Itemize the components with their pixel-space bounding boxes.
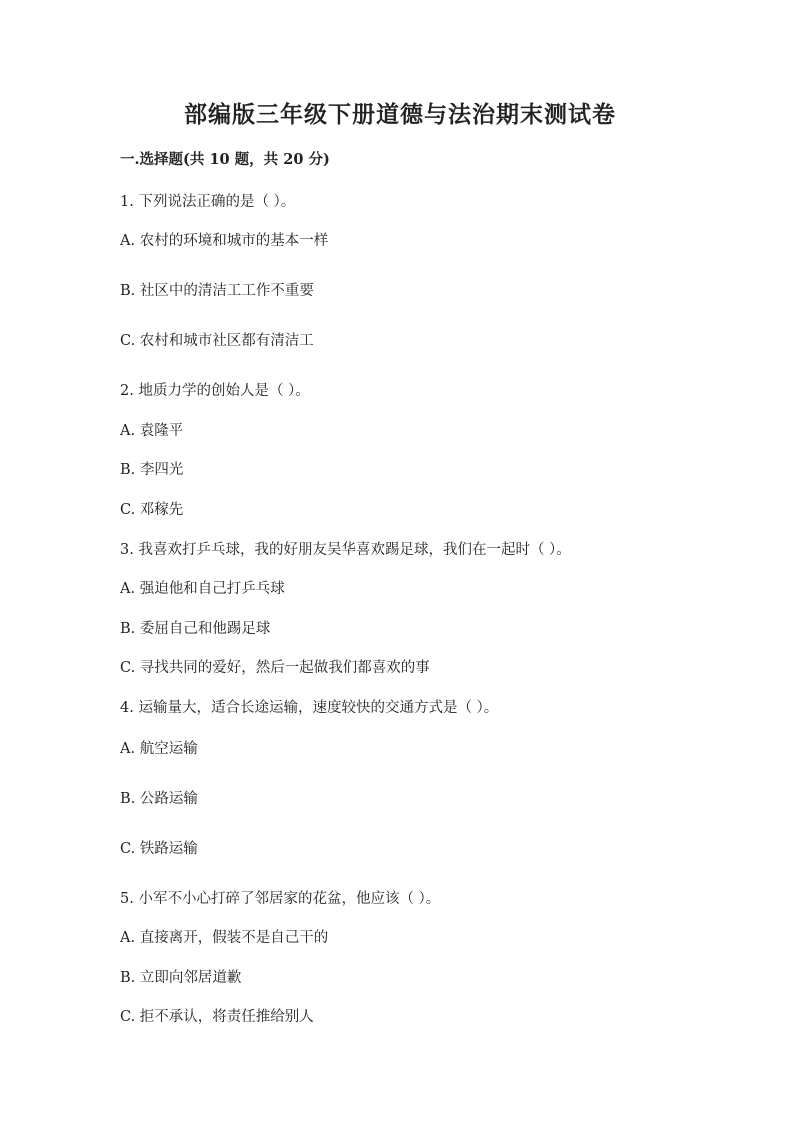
- question-1-stem: 1. 下列说法正确的是（ ）。: [120, 194, 296, 210]
- question-5-option-a: A. 直接离开，假装不是自己干的: [120, 930, 329, 946]
- question-4-option-b: B. 公路运输: [120, 791, 198, 807]
- question-2-option-a: A. 袁隆平: [120, 423, 184, 439]
- question-5-stem: 5. 小军不小心打碎了邻居家的花盆，他应该（ ）。: [120, 891, 441, 907]
- question-5-option-c: C. 拒不承认，将责任推给别人: [120, 1009, 314, 1025]
- question-3-option-c: C. 寻找共同的爱好，然后一起做我们都喜欢的事: [120, 660, 430, 676]
- question-3-option-b: B. 委屈自己和他踢足球: [120, 621, 271, 637]
- question-3-stem: 3. 我喜欢打乒乓球，我的好朋友吴华喜欢踢足球，我们在一起时（ ）。: [120, 542, 571, 558]
- question-1-option-c: C. 农村和城市社区都有清洁工: [120, 333, 314, 349]
- page-title: 部编版三年级下册道德与法治期末测试卷: [184, 101, 616, 128]
- question-2-option-b: B. 李四光: [120, 462, 184, 478]
- question-1-option-a: A. 农村的环境和城市的基本一样: [120, 233, 329, 249]
- question-1-option-b: B. 社区中的清洁工工作不重要: [120, 283, 314, 299]
- section-heading: 一.选择题(共 10 题，共 20 分): [120, 151, 330, 168]
- question-2-option-c: C. 邓稼先: [120, 502, 184, 518]
- question-5-option-b: B. 立即向邻居道歉: [120, 970, 242, 986]
- question-4-option-a: A. 航空运输: [120, 741, 198, 757]
- question-3-option-a: A. 强迫他和自己打乒乓球: [120, 581, 285, 597]
- question-4-stem: 4. 运输量大，适合长途运输，速度较快的交通方式是（ ）。: [120, 700, 499, 716]
- question-4-option-c: C. 铁路运输: [120, 841, 198, 857]
- question-2-stem: 2. 地质力学的创始人是（ ）。: [120, 383, 310, 399]
